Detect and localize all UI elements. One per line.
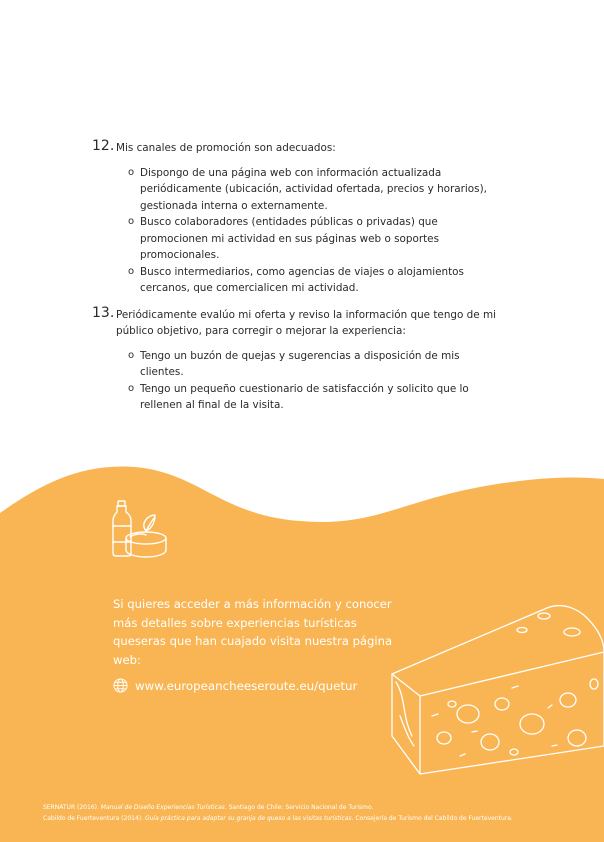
sub-list [128,348,502,414]
checklist-item-12 [92,140,502,297]
sub-item-text: Tengo un pequeño cuestionario de satisfacción y solicito que lo rellenen al final de la visita. [140,382,469,411]
bullet-icon: o [128,166,135,178]
cta-text: Si quieres acceder a más información y conocer más detalles sobre experiencias turísticas queseras que han cuajado visita nuestra página web: [113,597,393,667]
bullet-icon: o [128,216,135,227]
website-link[interactable] [113,678,357,693]
item-text: Mis canales de promoción son adecuados: [116,142,336,154]
globe-icon [113,678,128,693]
bottle-and-pot-icon [108,500,170,562]
bullet-icon: o [128,382,135,394]
cheese-illustration [372,596,604,776]
reference-publisher: . Santiago de Chile: Servicio Nacional de Turismo. [224,804,374,811]
sub-item [128,348,502,381]
sub-item [128,214,502,264]
sub-item [128,381,502,414]
website-url[interactable]: www.europeancheeseroute.eu/quetur [135,678,358,693]
references [43,802,563,824]
checklist-item-13 [92,304,502,414]
sub-item [128,264,502,297]
reference-line [43,802,563,813]
bullet-icon: o [128,265,135,277]
bullet-icon: o [128,349,135,361]
checklist [92,140,502,422]
item-number: 12. [92,138,115,154]
sub-item-text: Busco intermediarios, como agencias de viajes o alojamientos cercanos, que comercialicen mi actividad. [140,265,464,294]
reference-author: Cabildo de Fuerteventura (2014). [43,815,145,822]
reference-line [43,813,563,824]
reference-title: Guía práctica para adaptar su granja de queso a las visitas turísticas [144,815,352,822]
sub-item [128,165,502,215]
reference-publisher: . Consejería de Turismo del Cabildo de Fuerteventura. [351,815,513,822]
sub-item-text: Dispongo de una página web con información actualizada periódicamente (ubicación, actividad ofertada, precios y horarios), gestionada interna o externamente. [140,166,487,212]
sub-item-text: Tengo un buzón de quejas y sugerencias a disposición de mis clientes. [140,349,460,378]
sub-list [128,165,502,297]
item-number: 13. [92,304,115,321]
reference-title: Manual de Diseño Experiencias Turísticas [100,804,225,811]
sub-item-text: Busco colaboradores (entidades públicas o privadas) que promocionen mi actividad en sus páginas web o soportes promocionales. [140,216,439,261]
item-text: Periódicamente evalúo mi oferta y reviso la información que tengo de mi público objetivo, para corregir o mejorar la experiencia: [116,308,496,337]
reference-author: SERNATUR (2016). [43,804,101,811]
